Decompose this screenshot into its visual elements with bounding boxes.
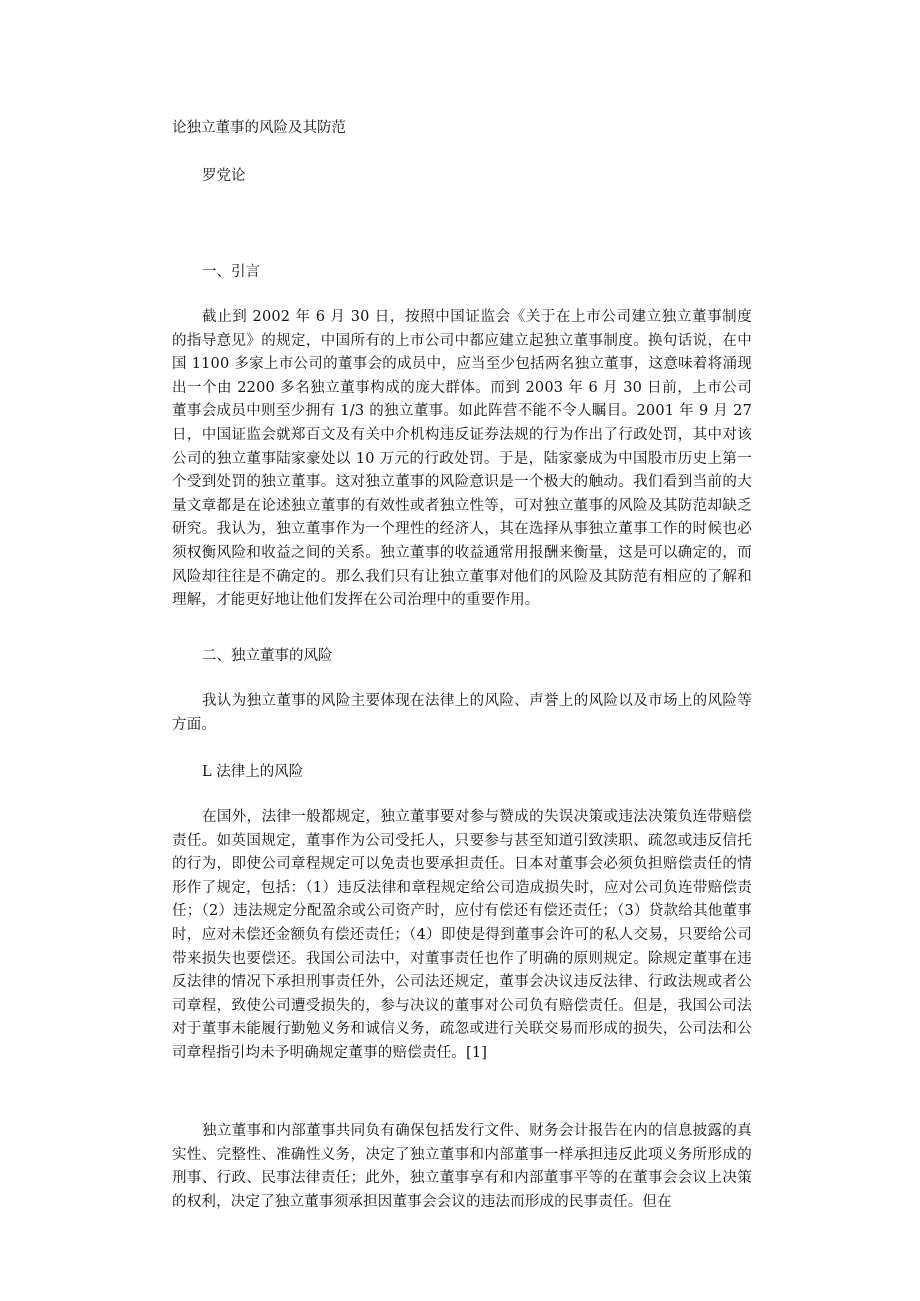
author-name: 罗党论 <box>202 168 246 184</box>
legal-risk-paragraph: 在国外，法律一般都规定，独立董事要对参与赞成的失误决策或违法决策负连带赔偿责任。如英国规定，董事作为公司受托人，只要参与甚至知道引致渎职、疏忽或违反信托的行为，即使公司章程规定可以免责也要承担责任。日本对董事会必须负担赔偿责任的情形作了规定，包括：（1）违反法律和章程规定给公司造成损失时，应对公司负连带赔偿责任；（2）违法规定分配盈余或公司资产时，应付有偿还有偿还责任；（3）贷款给其他董事时，应对未偿还金额负有偿还责任；（4）即使是得到董事会许可的私人交易，只要给公司带来损失也要偿还。我国公司法中，对董事责任也作了明确的原则规定。除规定董事在违反法律的情况下承担刑事责任外，公司法还规定，董事会决议违反法律、行政法规或者公司章程，致使公司遭受损失的，参与决议的董事对公司负有赔偿责任。但是，我国公司法对于董事未能履行勤勉义务和诚信义务，疏忽或进行关联交易而形成的损失，公司法和公司章程指引均未予明确规定董事的赔偿责任。[1] <box>172 809 752 1061</box>
risk-overview-paragraph: 我认为独立董事的风险主要体现在法律上的风险、声誉上的风险以及市场上的风险等方面。 <box>172 693 752 733</box>
document-title: 论独立董事的风险及其防范 <box>172 120 346 136</box>
subsection-heading-legal-risk: L 法律上的风险 <box>202 764 304 780</box>
section-heading-introduction: 一、引言 <box>202 264 260 280</box>
joint-liability-paragraph: 独立董事和内部董事共同负有确保包括发行文件、财务会计报告在内的信息披露的真实性、完整性、准确性义务，决定了独立董事和内部董事一样承担违反此项义务所形成的刑事、行政、民事法律责任；此外，独立董事享有和内部董事平等的在董事会会议上决策的权利，决定了独立董事须承担因董事会会议的违法而形成的民事责任。但在 <box>172 1123 752 1210</box>
section-heading-risks: 二、独立董事的风险 <box>202 648 333 664</box>
introduction-paragraph: 截止到 2002 年 6 月 30 日，按照中国证监会《关于在上市公司建立独立董事制度的指导意见》的规定，中国所有的上市公司中都应建立起独立董事制度。换句话说，在中国 1100 多家上市公司的董事会的成员中，应当至少包括两名独立董事，这意味着将涌现出一个由 2200 多名独立董事构成的庞大群体。而到 2003 年 6 月 30 日前，上市公司董事会成员中则至少拥有 1/3 的独立董事。如此阵营不能不令人瞩目。2001 年 9 月 27 日，中国证监会就郑百文及有关中介机构违反证券法规的行为作出了行政处罚，其中对该公司的独立董事陆家豪处以 10 万元的行政处罚。于是，陆家豪成为中国股市历史上第一个受到处罚的独立董事。这对独立董事的风险意识是一个极大的触动。我们看到当前的大量文章都是在论述独立董事的有效性或者独立性等，可对独立董事的风险及其防范却缺乏研究。我认为，独立董事作为一个理性的经济人，其在选择从事独立董事工作的时候也必须权衡风险和收益之间的关系。独立董事的收益通常用报酬来衡量，这是可以确定的，而风险却往往是不确定的。那么我们只有让独立董事对他们的风险及其防范有相应的了解和理解，才能更好地让他们发挥在公司治理中的重要作用。 <box>172 309 752 609</box>
